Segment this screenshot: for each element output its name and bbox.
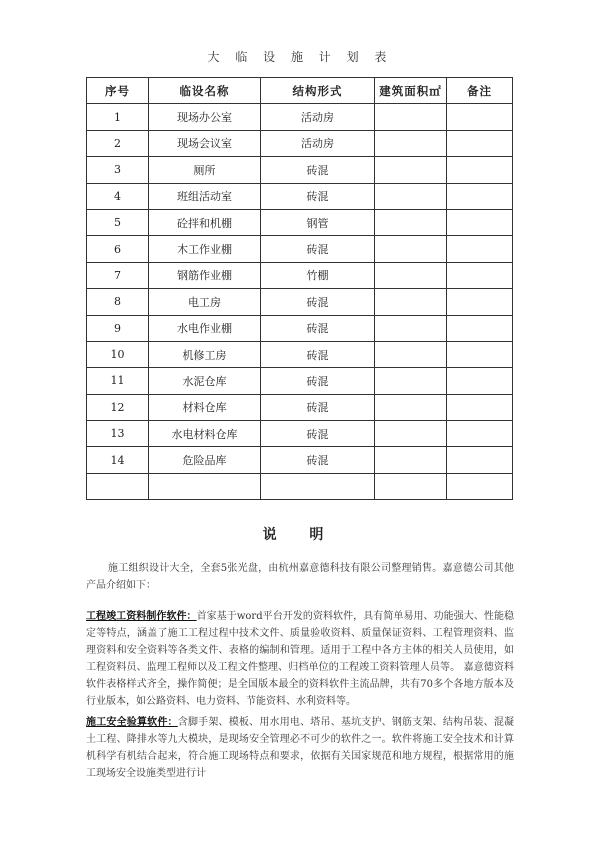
table-cell-remark — [447, 421, 513, 447]
product-heading-1: 工程竣工资料制作软件： — [86, 611, 197, 622]
header-cell-area: 建筑面积㎡ — [375, 78, 447, 104]
table-row — [87, 183, 513, 209]
table-cell-index: 1 — [87, 104, 149, 130]
table-cell-index: 4 — [87, 183, 149, 209]
table-cell-remark — [447, 104, 513, 130]
table-cell-structure: 砖混 — [261, 421, 375, 447]
table-cell-name: 水电作业棚 — [149, 315, 261, 341]
header-cell-remark: 备注 — [447, 78, 513, 104]
table-cell-index: 11 — [87, 368, 149, 394]
table-cell-structure — [261, 473, 375, 499]
header-cell-index: 序号 — [87, 78, 149, 104]
table-cell-area — [375, 157, 447, 183]
table-row — [87, 209, 513, 235]
table-cell-name: 现场会议室 — [149, 130, 261, 156]
table-cell-structure: 砖混 — [261, 394, 375, 420]
table-cell-name: 钢筋作业棚 — [149, 262, 261, 288]
table-cell-structure: 钢管 — [261, 209, 375, 235]
table-cell-structure: 砖混 — [261, 315, 375, 341]
table-cell-name: 班组活动室 — [149, 183, 261, 209]
table-row — [87, 394, 513, 420]
table-row — [87, 368, 513, 394]
table-cell-structure: 砖混 — [261, 183, 375, 209]
table-cell-index: 3 — [87, 157, 149, 183]
table-cell-name: 木工作业棚 — [149, 236, 261, 262]
table-cell-area — [375, 130, 447, 156]
product-text-2: 含脚手架、模板、用水用电、塔吊、基坑支护、钢筋支架、结构吊装、混凝土工程、降排水等九大模块，是现场安全管理必不可少的软件之一。软件将施工安全技术和计算机科学有机结合起来，符合施工现场特点和要求，依据有关国家规范和地方规程，根据常用的施工现场安全设施类型进行计 — [86, 717, 515, 779]
product-heading-2: 施工安全验算软件： — [86, 717, 178, 728]
table-cell-structure: 砖混 — [261, 236, 375, 262]
table-cell-area — [375, 236, 447, 262]
table-cell-area — [375, 104, 447, 130]
table-cell-remark — [447, 447, 513, 473]
table-cell-remark — [447, 130, 513, 156]
product-paragraph-2 — [86, 714, 514, 782]
table-cell-name: 机修工房 — [149, 341, 261, 367]
table-cell-name: 厕所 — [149, 157, 261, 183]
table-cell-name: 材料仓库 — [149, 394, 261, 420]
table-cell-name — [149, 473, 261, 499]
table-cell-area — [375, 368, 447, 394]
table-cell-structure: 竹棚 — [261, 262, 375, 288]
table-row — [87, 157, 513, 183]
table-row — [87, 289, 513, 315]
table-cell-area — [375, 183, 447, 209]
table-row — [87, 236, 513, 262]
table-cell-index: 10 — [87, 341, 149, 367]
table-cell-index: 12 — [87, 394, 149, 420]
table-cell-structure: 砖混 — [261, 447, 375, 473]
table-row — [87, 421, 513, 447]
product-paragraph-1 — [86, 608, 514, 710]
table-row — [87, 315, 513, 341]
table-cell-remark — [447, 473, 513, 499]
header-cell-name: 临设名称 — [149, 78, 261, 104]
table-cell-structure: 砖混 — [261, 368, 375, 394]
table-row — [87, 341, 513, 367]
table-row — [87, 104, 513, 130]
table-row — [87, 130, 513, 156]
product-text-1: 首家基于word平台开发的资料软件，具有简单易用、功能强大、性能稳定等特点，涵盖了施工工程过程中技术文件、质量验收资料、质量保证资料、工程管理资料、监理资料和安全资料等各类文件、表格的编制和管理。适用于工程中各方主体的相关人员使用，如工程资料员、监理工程师以及工程文件整理、归档单位的工程竣工资料管理人员等。 嘉意德资料软件表格样式齐全，操作简便；是全国版本最全的资料软件主流品牌，共有70多个各地方版本及行业版本，如公路资料、电力资料、节能资料、水利资料等。 — [86, 611, 515, 707]
table-cell-index: 14 — [87, 447, 149, 473]
table-cell-area — [375, 209, 447, 235]
facility-plan-table — [86, 77, 513, 500]
table-cell-remark — [447, 394, 513, 420]
table-cell-name: 现场办公室 — [149, 104, 261, 130]
table-cell-index: 7 — [87, 262, 149, 288]
table-cell-index: 6 — [87, 236, 149, 262]
table-cell-remark — [447, 183, 513, 209]
table-cell-name: 水电材料仓库 — [149, 421, 261, 447]
table-cell-structure: 砖混 — [261, 289, 375, 315]
table-cell-remark — [447, 289, 513, 315]
intro-paragraph: 施工组织设计大全，全套5张光盘，由杭州嘉意德科技有限公司整理销售。嘉意德公司其他产品介绍如下： — [86, 563, 514, 591]
table-cell-area — [375, 447, 447, 473]
table-cell-name: 砼拌和机棚 — [149, 209, 261, 235]
table-cell-index: 9 — [87, 315, 149, 341]
table-cell-remark — [447, 315, 513, 341]
table-cell-index: 13 — [87, 421, 149, 447]
table-cell-remark — [447, 157, 513, 183]
table-cell-name: 水泥仓库 — [149, 368, 261, 394]
table-header-row — [87, 78, 513, 104]
table-row — [87, 473, 513, 499]
table-cell-area — [375, 341, 447, 367]
header-cell-structure: 结构形式 — [261, 78, 375, 104]
table-cell-area — [375, 421, 447, 447]
table-row — [87, 447, 513, 473]
table-cell-structure: 砖混 — [261, 157, 375, 183]
table-cell-area — [375, 289, 447, 315]
table-cell-index: 2 — [87, 130, 149, 156]
table-cell-area — [375, 262, 447, 288]
table-cell-area — [375, 473, 447, 499]
table-cell-index: 8 — [87, 289, 149, 315]
table-cell-remark — [447, 341, 513, 367]
table-cell-remark — [447, 236, 513, 262]
page-title: 大 临 设 施 计 划 表 — [207, 50, 393, 64]
table-cell-structure: 活动房 — [261, 130, 375, 156]
table-cell-index — [87, 473, 149, 499]
table-cell-area — [375, 315, 447, 341]
table-cell-remark — [447, 209, 513, 235]
explanation-title: 说 明 — [262, 527, 338, 543]
table-row — [87, 262, 513, 288]
table-cell-index: 5 — [87, 209, 149, 235]
table-cell-structure: 活动房 — [261, 104, 375, 130]
table-cell-name: 电工房 — [149, 289, 261, 315]
table-cell-structure: 砖混 — [261, 341, 375, 367]
table-cell-remark — [447, 262, 513, 288]
table-cell-area — [375, 394, 447, 420]
table-cell-name: 危险品库 — [149, 447, 261, 473]
table-cell-remark — [447, 368, 513, 394]
table-body — [87, 104, 513, 500]
